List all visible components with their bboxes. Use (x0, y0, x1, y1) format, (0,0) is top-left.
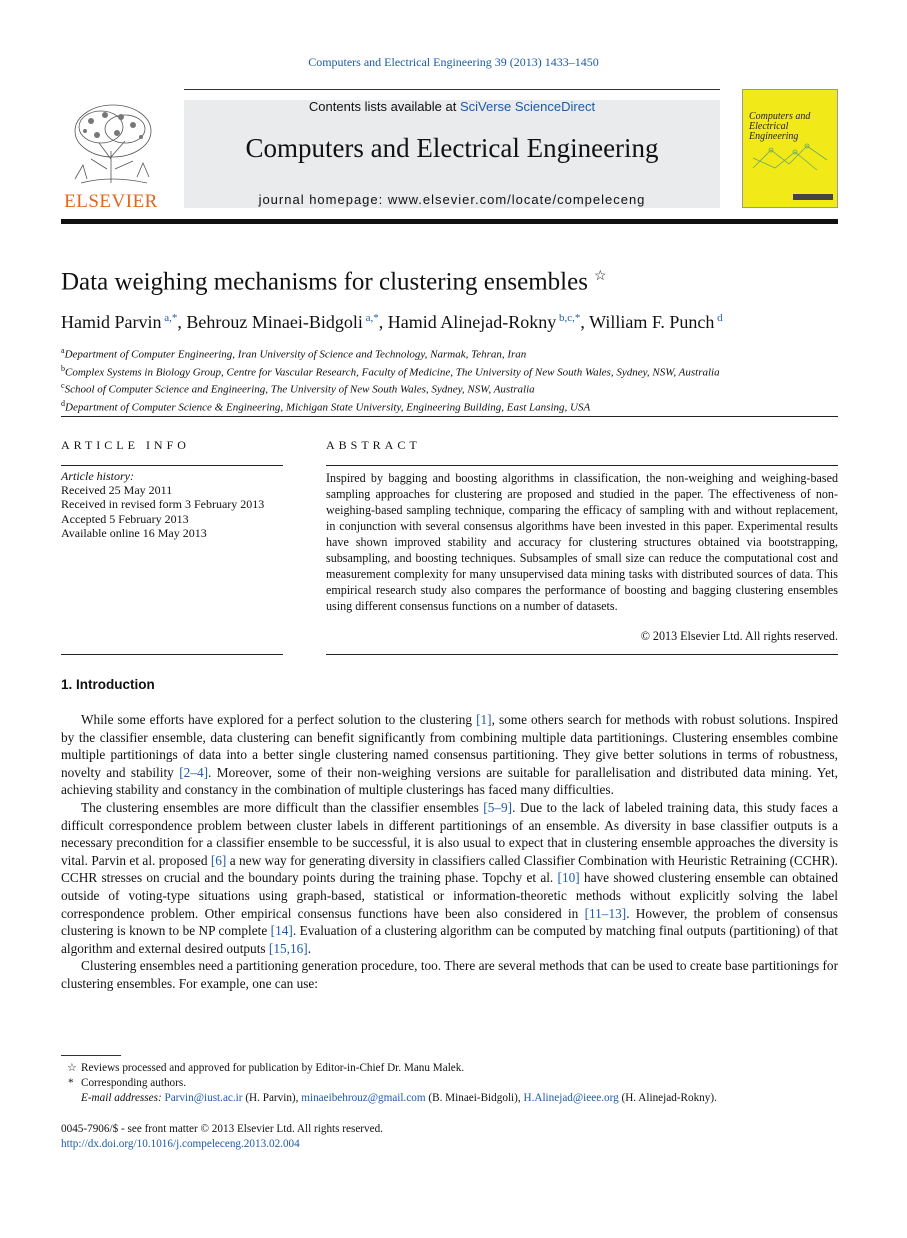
article-info-heading: ARTICLE INFO (61, 438, 190, 452)
footnote-rule (61, 1055, 121, 1056)
contents-line (184, 99, 720, 114)
author-affiliation-mark[interactable]: a,* (362, 312, 379, 324)
introduction-body (61, 711, 838, 993)
author-name: William F. Punch (589, 312, 715, 332)
title-text: Data weighing mechanisms for clustering ensembles (61, 268, 588, 296)
author-affiliation-mark[interactable]: b,c,* (556, 312, 581, 324)
elsevier-logo (61, 99, 161, 211)
history-item: Received in revised form 3 February 2013 (61, 497, 265, 512)
masthead-top-rule (184, 89, 720, 90)
affiliation-text: Department of Computer Science & Engineering, Michigan State University, Engineering Building, East Lansing, USA (65, 401, 591, 414)
paragraph (61, 711, 838, 799)
author-affiliation-mark[interactable]: a,* (161, 312, 178, 324)
title-footnote-mark[interactable]: ☆ (593, 269, 607, 284)
paragraph (61, 799, 838, 957)
affiliation-text: School of Computer Science and Engineering, The University of New South Wales, Sydney, NSW, Australia (64, 383, 535, 396)
citation-link[interactable]: [14] (270, 923, 293, 939)
affiliation-line (61, 362, 720, 380)
affiliation-mark: a (61, 346, 65, 355)
author-name: Hamid Alinejad-Rokny (387, 312, 557, 332)
affiliation-text: Department of Computer Engineering, Iran University of Science and Technology, Narmak, Tehran, Iran (64, 348, 527, 361)
email-label: E-mail addresses: (81, 1092, 162, 1104)
corresponding-footnote-text: Corresponding authors. (81, 1077, 187, 1089)
paragraph-text: . Moreover, some of their non-weighing versions are suitable for parallelisation and distributed data mining. Yet, achieving stability and constancy in the combination of multiple clusterings has faced many difficulties. (61, 764, 838, 798)
paragraph-text: . (307, 940, 312, 956)
affiliation-text: Complex Systems in Biology Group, Centre for Vascular Research, Faculty of Medicine, The University of New South Wales, Sydney, NSW, Australia (65, 366, 720, 379)
email-link[interactable]: minaeibehrouz@gmail.com (301, 1092, 426, 1104)
corresponding-mark: * (68, 1077, 74, 1089)
affiliation-mark: c (61, 381, 65, 391)
paragraph-text: . Due to the lack of labeled training data, this study faces a difficult correspondence problem between cluster labels in different partitionings of an ensemble. As diversity in base classifier outputs is a necessary precondition for a classifier ensemble to be successful, it is also usual to expect that in clustering ensemble approaches the diversity is vital. Parvin et al. proposed (61, 799, 839, 868)
article-info-rule (61, 465, 283, 466)
article-front-matter (61, 1122, 383, 1151)
abstract-text: Inspired by bagging and boosting algorithms in classification, the non-weighing and weighing-based sampling approaches for clustering are proposed and studied in the paper. The effectiveness of non-weighing-based sampling technique, comparing the efficacy of sampling with and without replacement, in conjunction with several consensus algorithms have been invested in this paper. Experimental results have shown improved stability and accuracy for clustering structures obtained via bootstrapping, subsampling, and boosting techniques. Subsamples of small size can reduce the computational cost and measurement complexity for many unsupervised data mining tasks with distributed sources of data. This empirical research study also compares the performance of boosting and bagging clustering ensembles using different consensus functions on a number of datasets. (326, 471, 838, 613)
history-item: Available online 16 May 2013 (61, 525, 207, 540)
affiliation-line (61, 379, 720, 397)
abstract-heading: ABSTRACT (326, 438, 421, 452)
email-addresses (61, 1091, 717, 1106)
affiliation-mark: d (61, 398, 65, 408)
issn-line: 0045-7906/$ - see front matter © 2013 Elsevier Ltd. All rights reserved. (61, 1123, 383, 1135)
journal-citation[interactable]: Computers and Electrical Engineering 39 (2013) 1433–1450 (308, 55, 599, 69)
article-title (61, 268, 607, 296)
citation-link[interactable]: [6] (210, 852, 227, 868)
history-item: Received 25 May 2011 (61, 483, 173, 498)
paragraph-text: , some others search for methods with robust solutions. Inspired by the classifier ensemble, data clustering can benefit significantly from combining multiple data partitionings. Clustering ensembles combine multiple partitionings of data into a better single clustering named consensus partitioning. They give better solutions in terms of robustness, novelty and stability (61, 712, 838, 780)
author-name: Hamid Parvin (61, 312, 162, 332)
paragraph-text: . However, the problem of consensus clustering is known to be NP complete (61, 905, 838, 939)
author-separator: , (378, 312, 388, 332)
cover-title: Computers and Electrical Engineering (749, 111, 811, 142)
affiliation-mark: b (61, 363, 65, 373)
affiliation-line (61, 397, 720, 415)
history-label: Article history: (61, 469, 134, 483)
email-owner: (B. Minaei-Bidgoli), (425, 1092, 524, 1104)
citation-link[interactable]: [10] (557, 870, 580, 886)
citation-link[interactable]: [5–9] (483, 799, 513, 815)
abstract-copyright: © 2013 Elsevier Ltd. All rights reserved. (640, 629, 838, 643)
doi-link[interactable]: http://dx.doi.org/10.1016/j.compeleceng.2013.02.004 (61, 1137, 300, 1150)
paragraph-text: . Evaluation of a clustering algorithm can be computed by matching final outputs (partitioning) of that algorithm and external desired outputs (61, 923, 838, 956)
article-info-bottom-rule (61, 654, 283, 655)
sciencedirect-link[interactable]: SciVerse ScienceDirect (459, 99, 596, 114)
abstract-bottom-rule (326, 654, 838, 655)
abstract-rule (326, 465, 838, 466)
paragraph-text: While some efforts have explored for a perfect solution to the clustering (81, 712, 477, 727)
citation-link[interactable]: [15,16] (268, 940, 308, 956)
citation-link[interactable]: [1] (476, 712, 492, 727)
header-rule (61, 219, 838, 224)
section-heading-introduction: 1. Introduction (61, 677, 155, 692)
affiliation-rule (61, 416, 838, 417)
history-list (61, 483, 264, 540)
article-history (61, 469, 264, 540)
paragraph-text: The clustering ensembles are more difficult than the classifier ensembles (81, 799, 484, 815)
history-item: Accepted 5 February 2013 (61, 511, 189, 526)
author-separator: , (580, 312, 590, 332)
paragraph-text: have showed clustering ensemble can obtained outside of voting-type situations using graph-based, statistical or information-theoretic methods without explicitly solving the label correspondence problem. Other empirical consensus functions have been also considered in (61, 870, 838, 921)
journal-name: Computers and Electrical Engineering (245, 133, 659, 163)
affiliation-list (61, 344, 720, 415)
author-name: Behrouz Minaei-Bidgoli (186, 312, 363, 332)
email-link[interactable]: H.Alinejad@ieee.org (523, 1092, 619, 1104)
cover-graphic (751, 138, 831, 178)
journal-homepage[interactable]: journal homepage: www.elsevier.com/locate/compeleceng (258, 192, 646, 207)
star-footnote-mark: ☆ (67, 1062, 78, 1074)
journal-cover-thumbnail (742, 89, 838, 208)
author-separator: , (177, 312, 187, 332)
footnotes (61, 1061, 717, 1106)
email-owner: (H. Alinejad-Rokny). (618, 1092, 717, 1104)
contents-prefix: Contents lists available at (308, 99, 460, 114)
cover-bar (793, 194, 833, 200)
star-footnote-text: Reviews processed and approved for publication by Editor-in-Chief Dr. Manu Malek. (81, 1062, 465, 1074)
paragraph-text: a new way for generating diversity in classifiers called Classifier Combination with Heuristic Retraining (CCHR). CCHR stresses on crucial and the boundary points during the training phase. Topchy et al. (61, 852, 838, 886)
author-list (61, 312, 723, 333)
svg-text:ELSEVIER: ELSEVIER (64, 191, 158, 211)
paragraph-text: Clustering ensembles need a partitioning generation procedure, too. There are several methods that can be used to create base partitionings for clustering ensembles. For example, one can use: (61, 958, 838, 991)
affiliation-line (61, 344, 720, 362)
citation-link[interactable]: [2–4] (179, 764, 209, 780)
email-link[interactable]: Parvin@iust.ac.ir (164, 1092, 243, 1104)
citation-link[interactable]: [11–13] (584, 905, 627, 921)
email-owner: (H. Parvin), (242, 1092, 302, 1104)
paragraph (61, 957, 838, 992)
author-affiliation-mark[interactable]: d (714, 312, 723, 324)
